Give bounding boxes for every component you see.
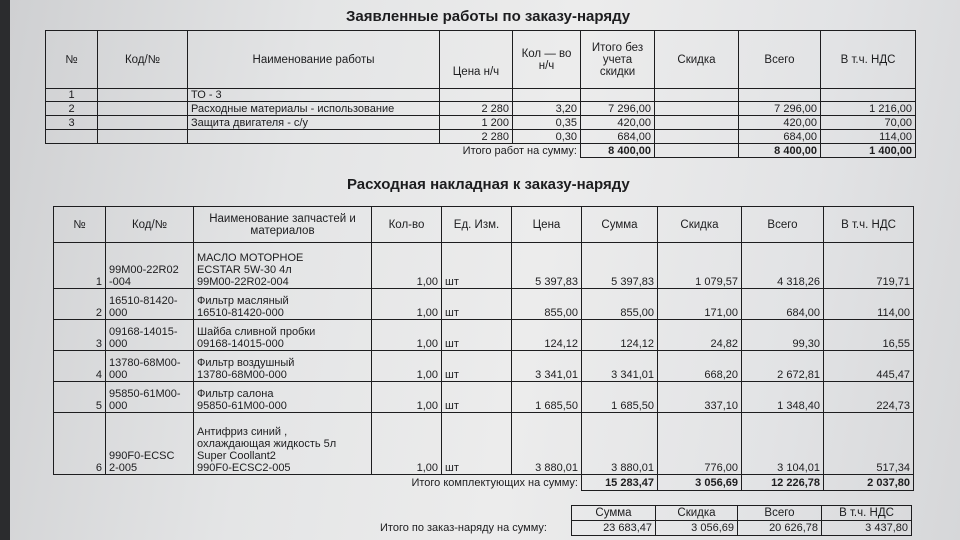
- parts-row: 1 99M00-22R02 -004 МАСЛО МОТОРНОЕ ECSTAR 5W-30 4л 99M00-22R02-004 1,00 шт 5 397,83 5 397,83 1 079,57 4 318,26 719,71: [54, 243, 914, 289]
- works-header-row: [46, 31, 916, 89]
- works-col-name: Наименование работы: [188, 31, 440, 89]
- parts-col-total: Всего: [742, 207, 824, 243]
- parts-total-label: Итого комплектующих на сумму:: [411, 476, 578, 489]
- parts-title: Расходная накладная к заказу-наряду: [347, 176, 630, 193]
- parts-col-discount: Скидка: [658, 207, 742, 243]
- parts-row: 2 16510-81420- 000 Фильтр масляный 16510-81420-000 1,00 шт 855,00 855,00 171,00 684,00 114,00: [54, 289, 914, 320]
- works-col-code: Код/№: [98, 31, 188, 89]
- works-row: 2 280 0,30 684,00 684,00 114,00: [46, 130, 916, 144]
- parts-table: [53, 206, 914, 491]
- works-col-num: №: [46, 31, 98, 89]
- works-row: 3 Защита двигателя - с/у 1 200 0,35 420,00 420,00 70,00: [46, 116, 916, 130]
- document-page: [10, 0, 960, 540]
- works-total-label: Итого работ на сумму:: [462, 144, 577, 157]
- works-total-row: Итого работ на сумму: 8 400,00 8 400,00 1 400,00: [46, 144, 916, 158]
- works-col-price: Цена н/ч: [440, 31, 513, 89]
- parts-total-row: Итого комплектующих на сумму: 15 283,47 3 056,69 12 226,78 2 037,80: [54, 475, 914, 491]
- grand-values-row: 23 683,47 3 056,69 20 626,78 3 437,80: [572, 521, 912, 536]
- parts-col-name: Наименование запчастей и материалов: [194, 207, 372, 243]
- parts-col-vat: В т.ч. НДС: [824, 207, 914, 243]
- works-row: 2 Расходные материалы - использование 2 280 3,20 7 296,00 7 296,00 1 216,00: [46, 102, 916, 116]
- parts-header-row: [54, 207, 914, 243]
- grand-total-label: Итого по заказ-наряду на сумму:: [380, 522, 547, 534]
- grand-header-row: Сумма Скидка Всего В т.ч. НДС: [572, 506, 912, 521]
- parts-col-sum: Сумма: [582, 207, 658, 243]
- parts-col-price: Цена: [512, 207, 582, 243]
- works-row: 1 ТО - 3: [46, 89, 916, 102]
- works-col-total: Всего: [739, 31, 821, 89]
- parts-row: 4 13780-68M00- 000 Фильтр воздушный 13780-68M00-000 1,00 шт 3 341,01 3 341,01 668,20 2 672,81 445,47: [54, 351, 914, 382]
- parts-col-qty: Кол-во: [372, 207, 442, 243]
- parts-row: 5 95850-61M00- 000 Фильтр салона 95850-61M00-000 1,00 шт 1 685,50 1 685,50 337,10 1 348,40 224,73: [54, 382, 914, 413]
- parts-col-code: Код/№: [106, 207, 194, 243]
- grand-total-table: [571, 505, 912, 536]
- parts-col-unit: Ед. Изм.: [442, 207, 512, 243]
- works-col-discount: Скидка: [655, 31, 739, 89]
- works-table: [45, 30, 916, 158]
- parts-row: 3 09168-14015- 000 Шайба сливной пробки 09168-14015-000 1,00 шт 124,12 124,12 24,82 99,30 16,55: [54, 320, 914, 351]
- works-col-total-no-discount: Итого без учета скидки: [581, 31, 655, 89]
- works-col-vat: В т.ч. НДС: [821, 31, 916, 89]
- works-col-qty: Кол — во н/ч: [513, 31, 581, 89]
- works-title: Заявленные работы по заказу-наряду: [346, 8, 631, 25]
- parts-row: 6 990F0-ECSC 2-005 Антифриз синий , охлаждающая жидкость 5л Super Coollant2 990F0-ECSC2-005 1,00 шт 3 880,01 3 880,01 776,00 3 104,01 517,34: [54, 413, 914, 475]
- parts-col-num: №: [54, 207, 106, 243]
